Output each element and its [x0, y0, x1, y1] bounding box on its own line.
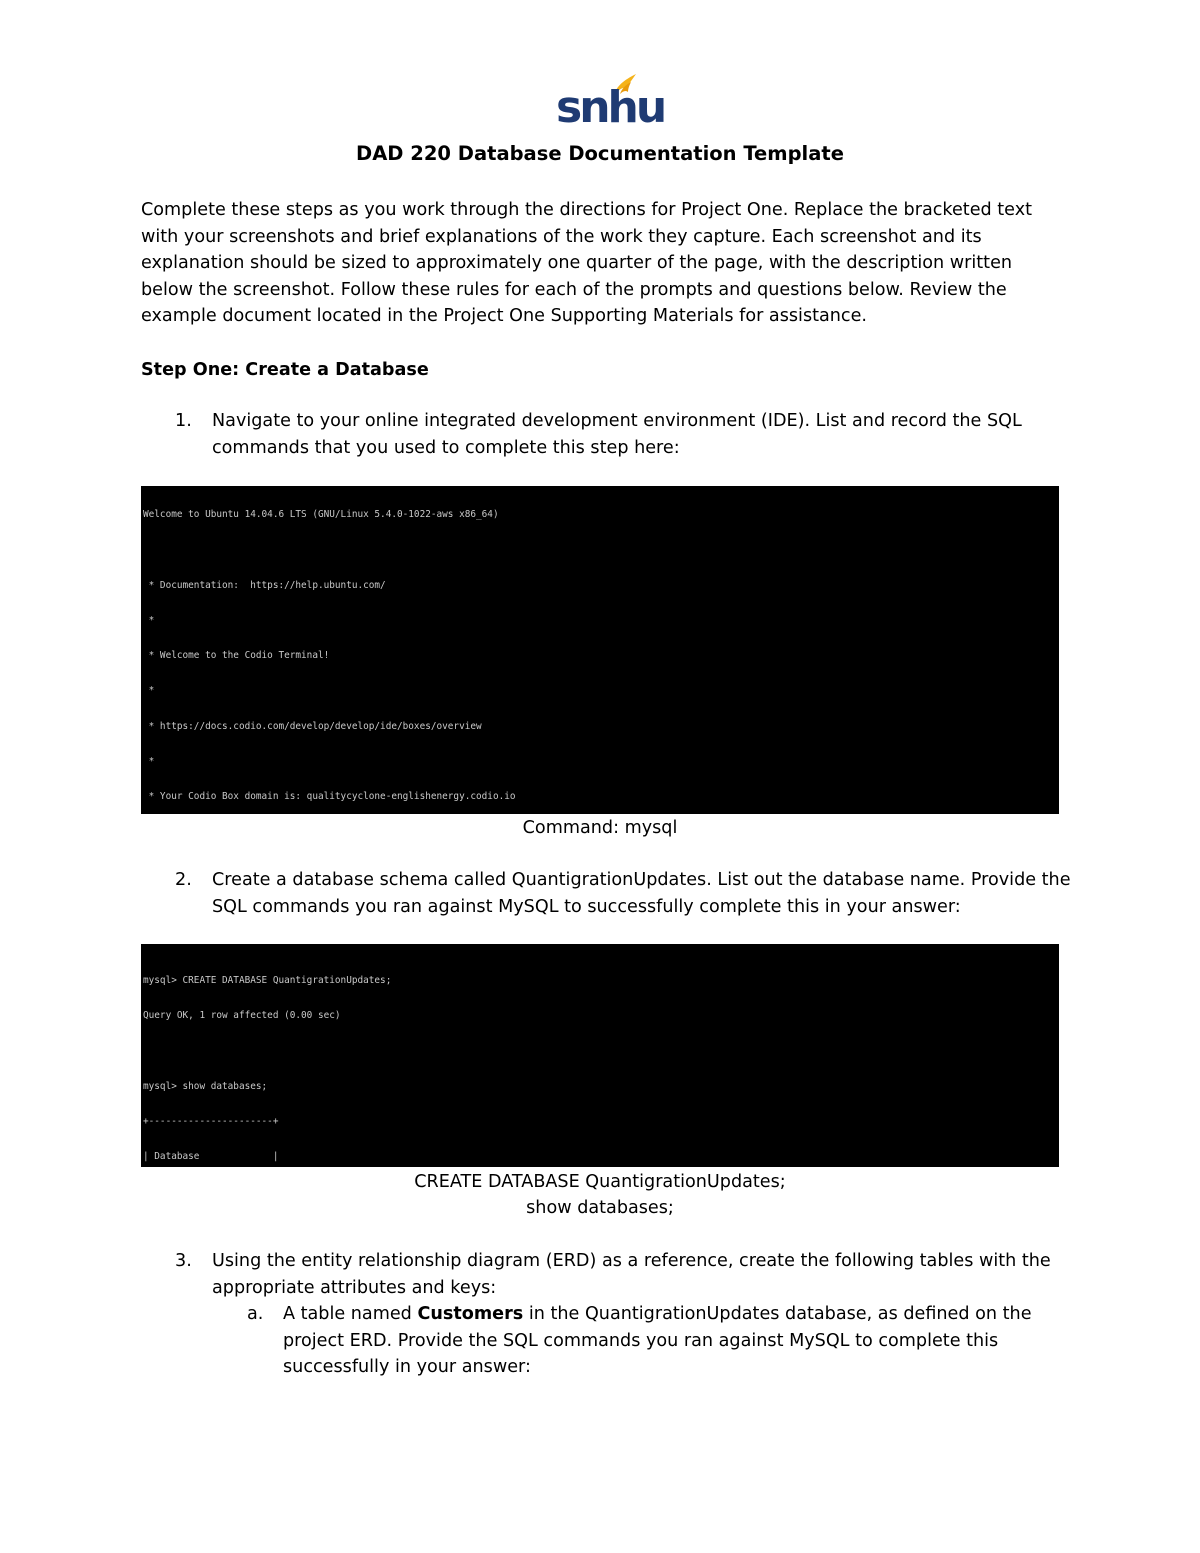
- list-item-text: [212, 1248, 1092, 1301]
- table-name-customers: Customers: [417, 1304, 524, 1324]
- logo-wordmark: snhu: [556, 82, 665, 133]
- list-item-text: [212, 867, 1092, 920]
- intro-line: explanation should be sized to approximately one quarter of the page, with the description written: [141, 253, 1013, 274]
- step-one-heading: Step One: Create a Database: [141, 360, 429, 380]
- terminal-line: * Your Codio Box domain is: qualitycyclone-englishenergy.codio.io: [143, 791, 516, 803]
- terminal-line: Welcome to Ubuntu 14.04.6 LTS (GNU/Linux 5.4.0-1022-aws x86_64): [143, 509, 499, 520]
- caption-1: Command: mysql: [522, 818, 678, 838]
- terminal-line: *: [143, 685, 155, 697]
- list-number: 2.: [175, 870, 192, 890]
- sub-item-line: successfully in your answer:: [283, 1357, 531, 1378]
- list-number: 1.: [175, 411, 192, 431]
- terminal-screenshot-2: [141, 944, 1059, 1167]
- intro-line: below the screenshot. Follow these rules for each of the prompts and questions below. Review the: [141, 279, 1007, 300]
- item-line: commands that you used to complete this step here:: [212, 437, 680, 458]
- item-line: Using the entity relationship diagram (ERD) as a reference, create the following tables with the: [212, 1251, 1051, 1271]
- item-line: appropriate attributes and keys:: [212, 1277, 497, 1298]
- terminal-line: mysql> CREATE DATABASE QuantigrationUpdates;: [143, 975, 392, 986]
- terminal-line: Query OK, 1 row affected (0.00 sec): [143, 1010, 341, 1022]
- sub-item-text: [283, 1301, 1063, 1381]
- item-line: Navigate to your online integrated development environment (IDE). List and record the SQL: [212, 411, 1022, 431]
- sub-item-line: project ERD. Provide the SQL commands you ran against MySQL to complete this: [283, 1330, 999, 1351]
- sub-item-line: [283, 1301, 1063, 1328]
- terminal-line: *: [143, 614, 155, 626]
- sub-item-prefix: A table named: [283, 1304, 418, 1324]
- terminal-line: * Welcome to the Codio Terminal!: [143, 650, 330, 662]
- terminal-line: | Database |: [143, 1151, 279, 1163]
- terminal-line: * https://docs.codio.com/develop/develop/ide/boxes/overview: [143, 720, 482, 732]
- list-number: 3.: [175, 1251, 192, 1271]
- terminal-output: [143, 486, 583, 814]
- terminal-line: +----------------------+: [143, 1116, 279, 1128]
- terminal-line: [143, 1045, 391, 1058]
- item-line: SQL commands you ran against MySQL to successfully complete this in your answer:: [212, 896, 961, 917]
- terminal-screenshot-1: [141, 486, 1059, 814]
- terminal-output: [143, 952, 391, 1167]
- sub-item-letter: a.: [247, 1304, 264, 1324]
- caption-2-line-2: show databases;: [526, 1198, 674, 1218]
- intro-paragraph: [141, 197, 1041, 330]
- terminal-line: mysql> show databases;: [143, 1080, 268, 1092]
- sub-item-suffix: in the QuantigrationUpdates database, as defined on the: [523, 1304, 1032, 1324]
- list-item-text: [212, 408, 1092, 461]
- item-line: Create a database schema called QuantigrationUpdates. List out the database name. Provide the: [212, 870, 1071, 890]
- caption-2-line-1: CREATE DATABASE QuantigrationUpdates;: [414, 1172, 786, 1192]
- intro-line: example document located in the Project One Supporting Materials for assistance.: [141, 306, 868, 327]
- terminal-line: [143, 543, 583, 556]
- intro-line: Complete these steps as you work through the directions for Project One. Replace the bracketed text: [141, 200, 1033, 220]
- document-title: DAD 220 Database Documentation Template: [356, 142, 844, 165]
- terminal-line: *: [143, 756, 155, 768]
- terminal-line: * Documentation: https://help.ubuntu.com/: [143, 579, 386, 591]
- intro-line: with your screenshots and brief explanations of the work they capture. Each screenshot and its: [141, 226, 982, 247]
- snhu-logo: [552, 72, 665, 136]
